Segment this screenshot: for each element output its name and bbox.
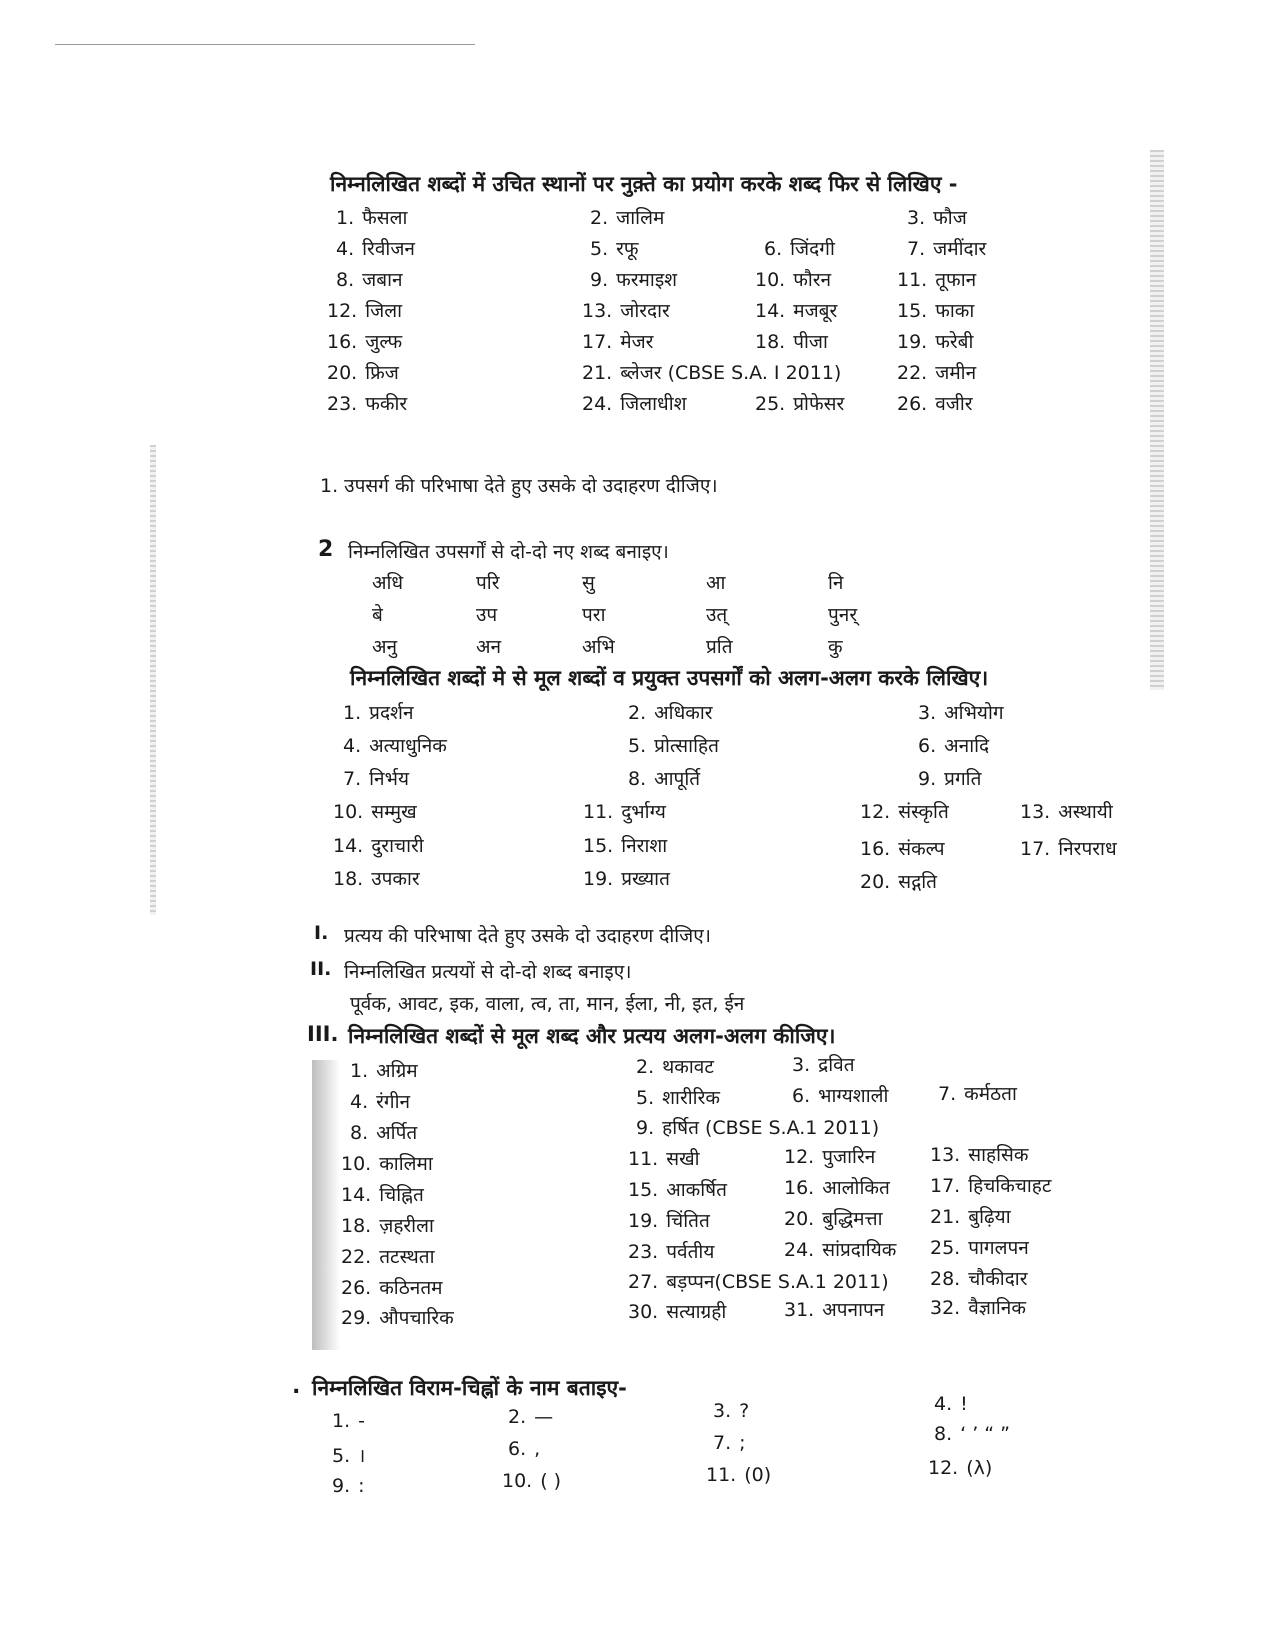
prefix: परि xyxy=(476,572,500,594)
list-item: 11. सखी xyxy=(628,1148,700,1170)
prefix: कु xyxy=(828,636,843,658)
prefix: आ xyxy=(706,572,726,594)
list-item: 15. फाका xyxy=(897,300,975,322)
list-item: 20. सद्गति xyxy=(860,871,937,893)
list-item: 1. फैसला xyxy=(336,207,408,229)
list-item: 17. निरपराध xyxy=(1020,838,1117,860)
list-item: 20. फ्रिज xyxy=(327,362,399,384)
list-item: 24. जिलाधीश xyxy=(582,393,687,415)
prefix: अन xyxy=(476,636,502,658)
list-item: 13. जोरदार xyxy=(582,300,670,322)
list-item: 25. प्रोफेसर xyxy=(755,393,845,415)
list-item: 20. बुद्धिमत्ता xyxy=(784,1208,883,1230)
list-item: 8. अर्पित xyxy=(350,1122,418,1144)
list-item: 15. आकर्षित xyxy=(628,1179,727,1201)
list-item: 22. तटस्थता xyxy=(341,1246,435,1268)
upsarg-question-2-number: 2 xyxy=(318,537,334,562)
upsarg-question-1: 1. उपसर्ग की परिभाषा देते हुए उसके दो उदाहरण दीजिए। xyxy=(320,475,718,497)
list-item: 14. चिह्नित xyxy=(341,1184,424,1206)
scan-left-binding xyxy=(150,445,156,915)
list-item: 25. पागलपन xyxy=(930,1237,1029,1259)
list-item: 8. ‘ ’ “ ” xyxy=(934,1423,1011,1445)
list-item: 19. प्रख्यात xyxy=(583,868,670,890)
list-item: 7. ; xyxy=(713,1432,746,1454)
list-item: 16. आलोकित xyxy=(784,1177,890,1199)
list-item: 23. पर्वतीय xyxy=(628,1241,715,1263)
suffix-list: पूर्वक, आवट, इक, वाला, त्व, ता, मान, ईला, नी, इत, ईन xyxy=(350,993,745,1015)
list-item: 2. थकावट xyxy=(636,1056,714,1078)
list-item: 9. फरमाइश xyxy=(590,269,678,291)
list-item: 7. निर्भय xyxy=(343,768,409,790)
list-item: 12. संस्कृति xyxy=(860,801,949,823)
list-item: 4. ! xyxy=(934,1393,968,1415)
pratyay-question-2-number: II. xyxy=(310,958,332,980)
list-item: 9. : xyxy=(332,1475,365,1497)
list-item: 19. फरेबी xyxy=(897,331,974,353)
nukta-heading: निम्नलिखित शब्दों में उचित स्थानों पर नुक़्ते का प्रयोग करके शब्द फिर से लिखिए - xyxy=(330,172,958,196)
list-item: 1. प्रदर्शन xyxy=(343,702,414,724)
list-item: 16. जुल्फ xyxy=(327,331,403,353)
list-item: 13. साहसिक xyxy=(930,1144,1029,1166)
list-item: 10. कालिमा xyxy=(341,1153,433,1175)
pratyay-question-3-number: III. xyxy=(307,1022,339,1046)
pratyay-question-2: निम्नलिखित प्रत्ययों से दो-दो शब्द बनाइए। xyxy=(344,961,632,983)
prefix: पुनर् xyxy=(828,604,858,626)
list-item: 28. चौकीदार xyxy=(930,1268,1028,1290)
list-item: 2. जालिम xyxy=(590,207,665,229)
list-item: 8. आपूर्ति xyxy=(628,768,701,790)
list-item: 23. फकीर xyxy=(327,393,408,415)
list-item: 15. निराशा xyxy=(583,835,668,857)
list-item: 6. , xyxy=(508,1438,541,1460)
list-item: 2. — xyxy=(508,1406,554,1428)
list-item: 16. संकल्प xyxy=(860,838,945,860)
list-item: 30. सत्याग्रही xyxy=(628,1301,727,1323)
viram-heading: निम्नलिखित विराम-चिह्नों के नाम बताइए- xyxy=(312,1376,627,1400)
list-item: 6. अनादि xyxy=(918,735,990,757)
list-item: 12. जिला xyxy=(327,300,403,322)
prefix: बे xyxy=(372,604,383,626)
prefix: परा xyxy=(582,604,606,626)
list-item: 10. फौरन xyxy=(755,269,832,291)
list-item: 12. पुजारिन xyxy=(784,1146,876,1168)
prefix: उत् xyxy=(706,604,728,626)
list-item: 18. पीजा xyxy=(755,331,828,353)
list-item: 14. मजबूर xyxy=(755,300,838,322)
list-item: 4. अत्याधुनिक xyxy=(343,735,447,757)
list-item: 2. अधिकार xyxy=(628,702,713,724)
list-item: 13. अस्थायी xyxy=(1020,801,1113,823)
list-item: 7. जमींदार xyxy=(907,238,987,260)
prefix: सु xyxy=(582,572,595,594)
list-item: 11. दुर्भाग्य xyxy=(583,801,666,823)
list-item: 24. सांप्रदायिक xyxy=(784,1239,897,1261)
list-item: 5. प्रोत्साहित xyxy=(628,735,719,757)
viram-heading-bullet: . xyxy=(292,1374,301,1399)
list-item: 10. ( ) xyxy=(502,1470,562,1492)
list-item: 3. फौज xyxy=(907,207,967,229)
list-item: 27. बड़प्पन(CBSE S.A.1 2011) xyxy=(628,1271,889,1293)
list-item: 9. हर्षित (CBSE S.A.1 2011) xyxy=(636,1117,880,1139)
list-item: 5. रफू xyxy=(590,238,639,260)
upsarg-question-2: निम्नलिखित उपसर्गों से दो-दो नए शब्द बनाइए। xyxy=(348,541,669,563)
list-item: 10. सम्मुख xyxy=(333,801,417,823)
list-item: 6. जिंदगी xyxy=(764,238,835,260)
prefix: अभि xyxy=(582,636,615,658)
list-item: 4. रिवीजन xyxy=(336,238,415,260)
list-item: 11. (0) xyxy=(706,1464,772,1486)
list-item: 17. मेजर xyxy=(582,331,654,353)
scan-right-edge xyxy=(1150,150,1164,690)
list-item: 21. बुढ़िया xyxy=(930,1206,1011,1228)
prefix: अनु xyxy=(372,636,398,658)
list-item: 12. (λ) xyxy=(928,1457,993,1479)
list-item: 22. जमीन xyxy=(897,362,977,384)
prefix: नि xyxy=(828,572,844,594)
list-item: 26. वजीर xyxy=(897,393,973,415)
list-item: 18. ज़हरीला xyxy=(341,1215,434,1237)
pratyay-question-1: प्रत्यय की परिभाषा देते हुए उसके दो उदाहरण दीजिए। xyxy=(344,925,711,947)
list-item: 1. - xyxy=(332,1410,365,1432)
list-item: 21. ब्लेजर (CBSE S.A. I 2011) xyxy=(582,362,842,384)
list-item: 3. द्रवित xyxy=(792,1054,855,1076)
list-item: 14. दुराचारी xyxy=(333,835,424,857)
prefix: प्रति xyxy=(706,636,733,658)
scan-shadow xyxy=(312,1060,340,1350)
list-item: 19. चिंतित xyxy=(628,1210,710,1232)
list-item: 26. कठिनतम xyxy=(341,1277,443,1299)
list-item: 31. अपनापन xyxy=(784,1299,885,1321)
list-item: 17. हिचकिचाहट xyxy=(930,1175,1052,1197)
scan-top-rule xyxy=(55,44,475,45)
pratyay-question-3: निम्नलिखित शब्दों से मूल शब्द और प्रत्यय अलग-अलग कीजिए। xyxy=(348,1024,836,1048)
list-item: 4. रंगीन xyxy=(350,1091,411,1113)
list-item: 29. औपचारिक xyxy=(341,1307,454,1329)
pratyay-question-1-number: I. xyxy=(314,922,329,944)
list-item: 8. जबान xyxy=(336,269,403,291)
prefix: अधि xyxy=(372,572,404,594)
upsarg-question-3: निम्नलिखित शब्दों मे से मूल शब्दों व प्रयुक्त उपसर्गों को अलग-अलग करके लिखिए। xyxy=(350,666,989,690)
list-item: 5. शारीरिक xyxy=(636,1087,720,1109)
prefix: उप xyxy=(476,604,498,626)
list-item: 9. प्रगति xyxy=(918,768,982,790)
list-item: 32. वैज्ञानिक xyxy=(930,1297,1026,1319)
list-item: 1. अग्रिम xyxy=(350,1060,418,1082)
list-item: 7. कर्मठता xyxy=(938,1083,1017,1105)
list-item: 3. अभियोग xyxy=(918,702,1004,724)
list-item: 11. तूफान xyxy=(897,269,977,291)
list-item: 3. ? xyxy=(713,1400,750,1422)
list-item: 18. उपकार xyxy=(333,868,420,890)
list-item: 6. भाग्यशाली xyxy=(792,1085,889,1107)
list-item: 5. । xyxy=(332,1445,366,1467)
